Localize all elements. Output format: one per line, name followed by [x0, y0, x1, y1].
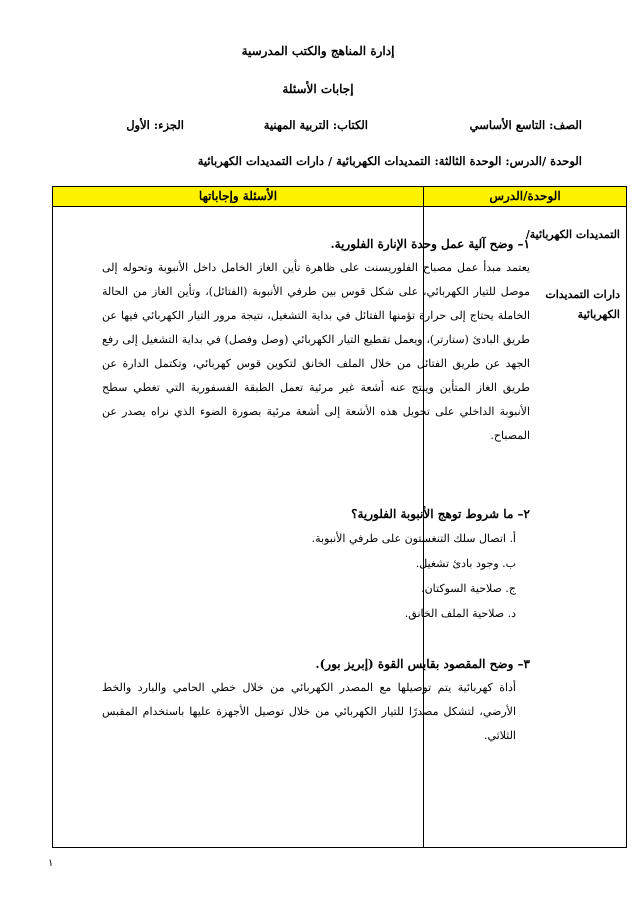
unit-lesson-line: الوحدة /الدرس: الوحدة الثالثة: التمديدات الكهربائية / دارات التمديدات الكهربائية	[197, 154, 582, 168]
question-2-block	[102, 502, 530, 626]
question-2-title: ٢– ما شروط توهج الأنبوبة الفلورية؟	[351, 507, 530, 521]
question-3-title: ٣– وضح المقصود بقابس القوة (إبريز بور).	[315, 657, 530, 671]
question-1-block	[102, 232, 530, 448]
list-item: د. صلاحية الملف الخانق.	[404, 607, 516, 620]
page-number: ١	[48, 858, 54, 869]
question-3-block	[102, 652, 530, 748]
grade-field: الصف: التاسع الأساسي	[469, 118, 582, 132]
answers-title: إجابات الأسئلة	[282, 82, 354, 96]
question-1-title: ١– وضح آلية عمل وحدة الإنارة الفلورية.	[330, 237, 530, 251]
book-field: الكتاب: التربية المهنية	[263, 118, 368, 132]
ministry-title: إدارة المناهج والكتب المدرسية	[241, 44, 395, 58]
list-item: ب. وجود بادئ تشغيل.	[415, 557, 516, 570]
list-item: ج. صلاحية السوكتان.	[421, 582, 516, 595]
question-3-answer: أداة كهربائية يتم توصيلها مع المصدر الكهربائي من خلال خطي الحامي والبارد والخط الأرضي، لتشكل مصدرًا للتيار الكهربائي من خلال توصيل الأجهزة عليها باستخدام المقبس الثلاثي.	[102, 681, 516, 742]
side-lesson-label: دارات التمديدات الكهربائية	[545, 288, 620, 321]
side-unit-label: التمديدات الكهربائية/	[525, 228, 620, 241]
question-2-answer-list	[102, 526, 530, 626]
header-questions-answers: الأسئلة وإجاباتها	[53, 187, 423, 207]
list-item: أ. اتصال سلك التنغستون على طرفي الأنبوبة.	[311, 532, 516, 545]
part-field: الجزء: الأول	[126, 118, 184, 132]
header-unit-lesson: الوحدة/الدرس	[424, 187, 626, 207]
question-1-answer: يعتمد مبدأ عمل مصباح الفلوريسنت على ظاهرة تأين الغاز الخامل داخل الأنبوبة وتحوله إلى موصل للتيار الكهربائي، على شكل قوس بين طرفي الأنبوبة (الفتائل)، وتأين الغاز من الحالة الخاملة يحتاج إلى حرارة تؤمنها الفتائل في بداية التشغيل، نتيجة مرور التيار الكهربائي فيها عن طريق البادئ (ستارتر)، ويعمل تقطيع التيار الكهربائي (وصل وفصل) في بداية التشغيل إلى رفع الجهد عن طريق الفتائل من خلال الملف الخانق لتكوين قوس كهربائي، وتكتمل الدارة عن طريق الغاز المتأين وينتج عنه أشعة غير مرئية تعمل الطبقة الفسفورية التي تغطي سطح الأنبوبة الداخلي على تحويل هذه الأشعة إلى أشعة مرئية بصورة الضوء الذي نراه يصدر عن المصباح.	[102, 261, 530, 442]
